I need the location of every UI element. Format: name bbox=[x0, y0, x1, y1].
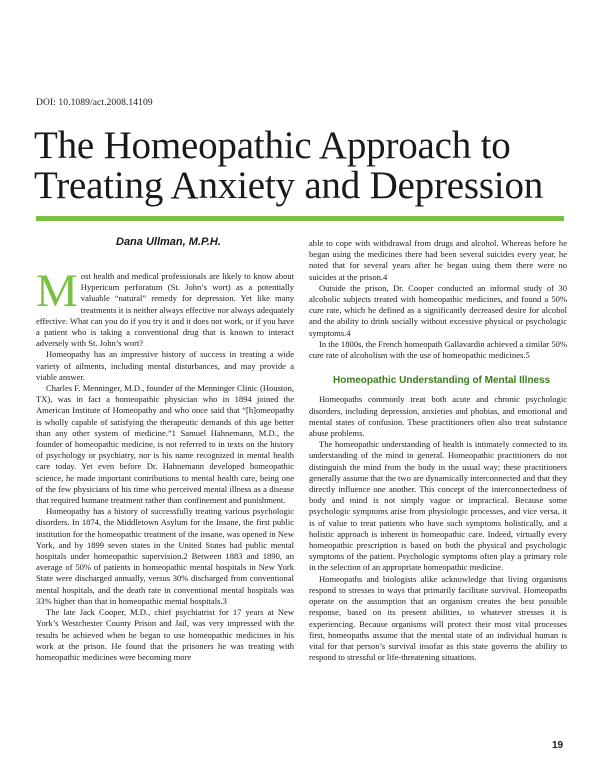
page-number: 19 bbox=[552, 740, 564, 751]
body-paragraph: Homeopaths and biologists alike acknowledge that living organisms respond to stresses in ways that primarily facilitate survival. Homeopaths operate on the assumption that an organism creates the best possible response, based on its present abilities, to whatever stresses it is experiencing. Because organisms will protect their most vital processes first, homeopaths assume that the mental state of an individual human is vital for that person’s survival insofar as this state governs the ability to respond to stressful or life-threatening situations. bbox=[309, 573, 567, 663]
body-paragraph: Outside the prison, Dr. Cooper conducted an informal study of 30 alcoholic subjects treated with homeopathic medicines, and found a 50% cure rate, which he defined as a significantly decreased desire for alcohol and the ability to drink socially without excessive physical or psychologic symptoms.4 bbox=[309, 282, 567, 338]
author-name: Dana Ullman, M.P.H. bbox=[116, 236, 221, 248]
body-paragraph: Homeopathy has an impressive history of success in treating a wide variety of ailments, including mental disturbances, and may provide a viable answer. bbox=[36, 349, 294, 382]
body-paragraph: The homeopathic understanding of health is intimately connected to its understanding of the mind in general. Homeopathic practitioners do not distinguish the mind from the body in the usual way; these practitioners generally assume that the two are dynamically interconnected and that they directly influence one another. This concept of the interconnectedness of body and mind is not simply vague or impractical. Because some psychologic symptoms arise from physiologic processes, and vice versa, it is of value to treat patients who have such symptoms holistically, and a holistic approach is inherent in homeopathic care. Indeed, virtually every homeopathic prescription is based on both the physical and psychologic symptoms of the patient. Psychologic symptoms often play a primary role in the selection of an appropriate homeopathic medicine. bbox=[309, 439, 567, 573]
left-column bbox=[36, 265, 294, 663]
doi-text: DOI: 10.1089/act.2008.14109 bbox=[36, 98, 153, 108]
body-paragraph: able to cope with withdrawal from drugs and alcohol. Whereas before he began using the medicines there had been several suicides every year, he noted that for several years after he began using them there were no suicides at the prison.4 bbox=[309, 238, 567, 282]
article-title: The Homeopathic Approach to Treating Anxiety and Depression bbox=[34, 124, 544, 207]
body-paragraph: The late Jack Cooper, M.D., chief psychiatrist for 17 years at New York’s Westchester County Prison and Jail, was very impressed with the results he achieved when he began to use homeopathic medicines in his work at the prison. He found that the prisoners he was treating with homeopathic medicines were becoming more bbox=[36, 607, 294, 662]
section-heading: Homeopathic Understanding of Mental Illness bbox=[333, 375, 551, 387]
right-column bbox=[309, 238, 567, 663]
title-divider bbox=[36, 216, 564, 221]
lead-paragraph bbox=[36, 265, 294, 349]
lead-paragraph-text: ost health and medical professionals are likely to know about Hypericum perforatum (St. John’s wort) as a potentially valuable “natural” remedy for depression. Yet like many treatments it is neither always effective nor always adequately effective. What can you do if you try it and it does not work, or if you have a patient who is taking a conventional drug that is known to interact adversely with St. John’s wort? bbox=[36, 271, 294, 349]
body-paragraph: In the 1800s, the French homeopath Gallavardin achieved a similar 50% cure rate of alcoholism with the use of homeopathic medicines.5 bbox=[309, 338, 567, 361]
body-paragraph: Charles F. Menninger, M.D., founder of the Menninger Clinic (Houston, TX), was in fact a homeopathic physician who in 1894 joined the American Institute of Homeopathy and who once said that “[h]omeopathy is wholly capable of satisfying the therapeutic demands of this age better than any other system of medicine.”1 Samuel Hahnemann, M.D., the founder of homeopathic medicine, is not referred to in texts on the history of psychology or psychiatry, nor is his name recognized in mental health care today. Yet even before Dr. Hahnemann developed homeopathic science, he made important contributions to mental health care, being one of the few physicians of his time who perceived mental illness as a disease that required humane treatment rather than confinement and punishment. bbox=[36, 383, 294, 506]
drop-cap: M bbox=[36, 265, 78, 317]
body-paragraph: Homeopaths commonly treat both acute and chronic psychologic disorders, including depression, anxieties and phobias, and emotional and mental states of confusion. These practitioners often also treat substance abuse problems. bbox=[309, 394, 567, 439]
body-paragraph: Homeopathy has a history of successfully treating various psychologic disorders. In 1874, the Middletown Asylum for the Insane, the first public institution for the homeopathic treatment of the insane, was opened in New York, and by 1899 seven states in the United States had public mental hospitals under homeopathic supervision.2 Between 1883 and 1890, an average of 50% of patients in homeopathic mental hospitals in New York State were discharged annually, versus 30% discharged from conventional mental hospitals, and the death rate in conventional mental hospitals was 33% higher than that in homeopathic mental hospitals.3 bbox=[36, 506, 294, 606]
